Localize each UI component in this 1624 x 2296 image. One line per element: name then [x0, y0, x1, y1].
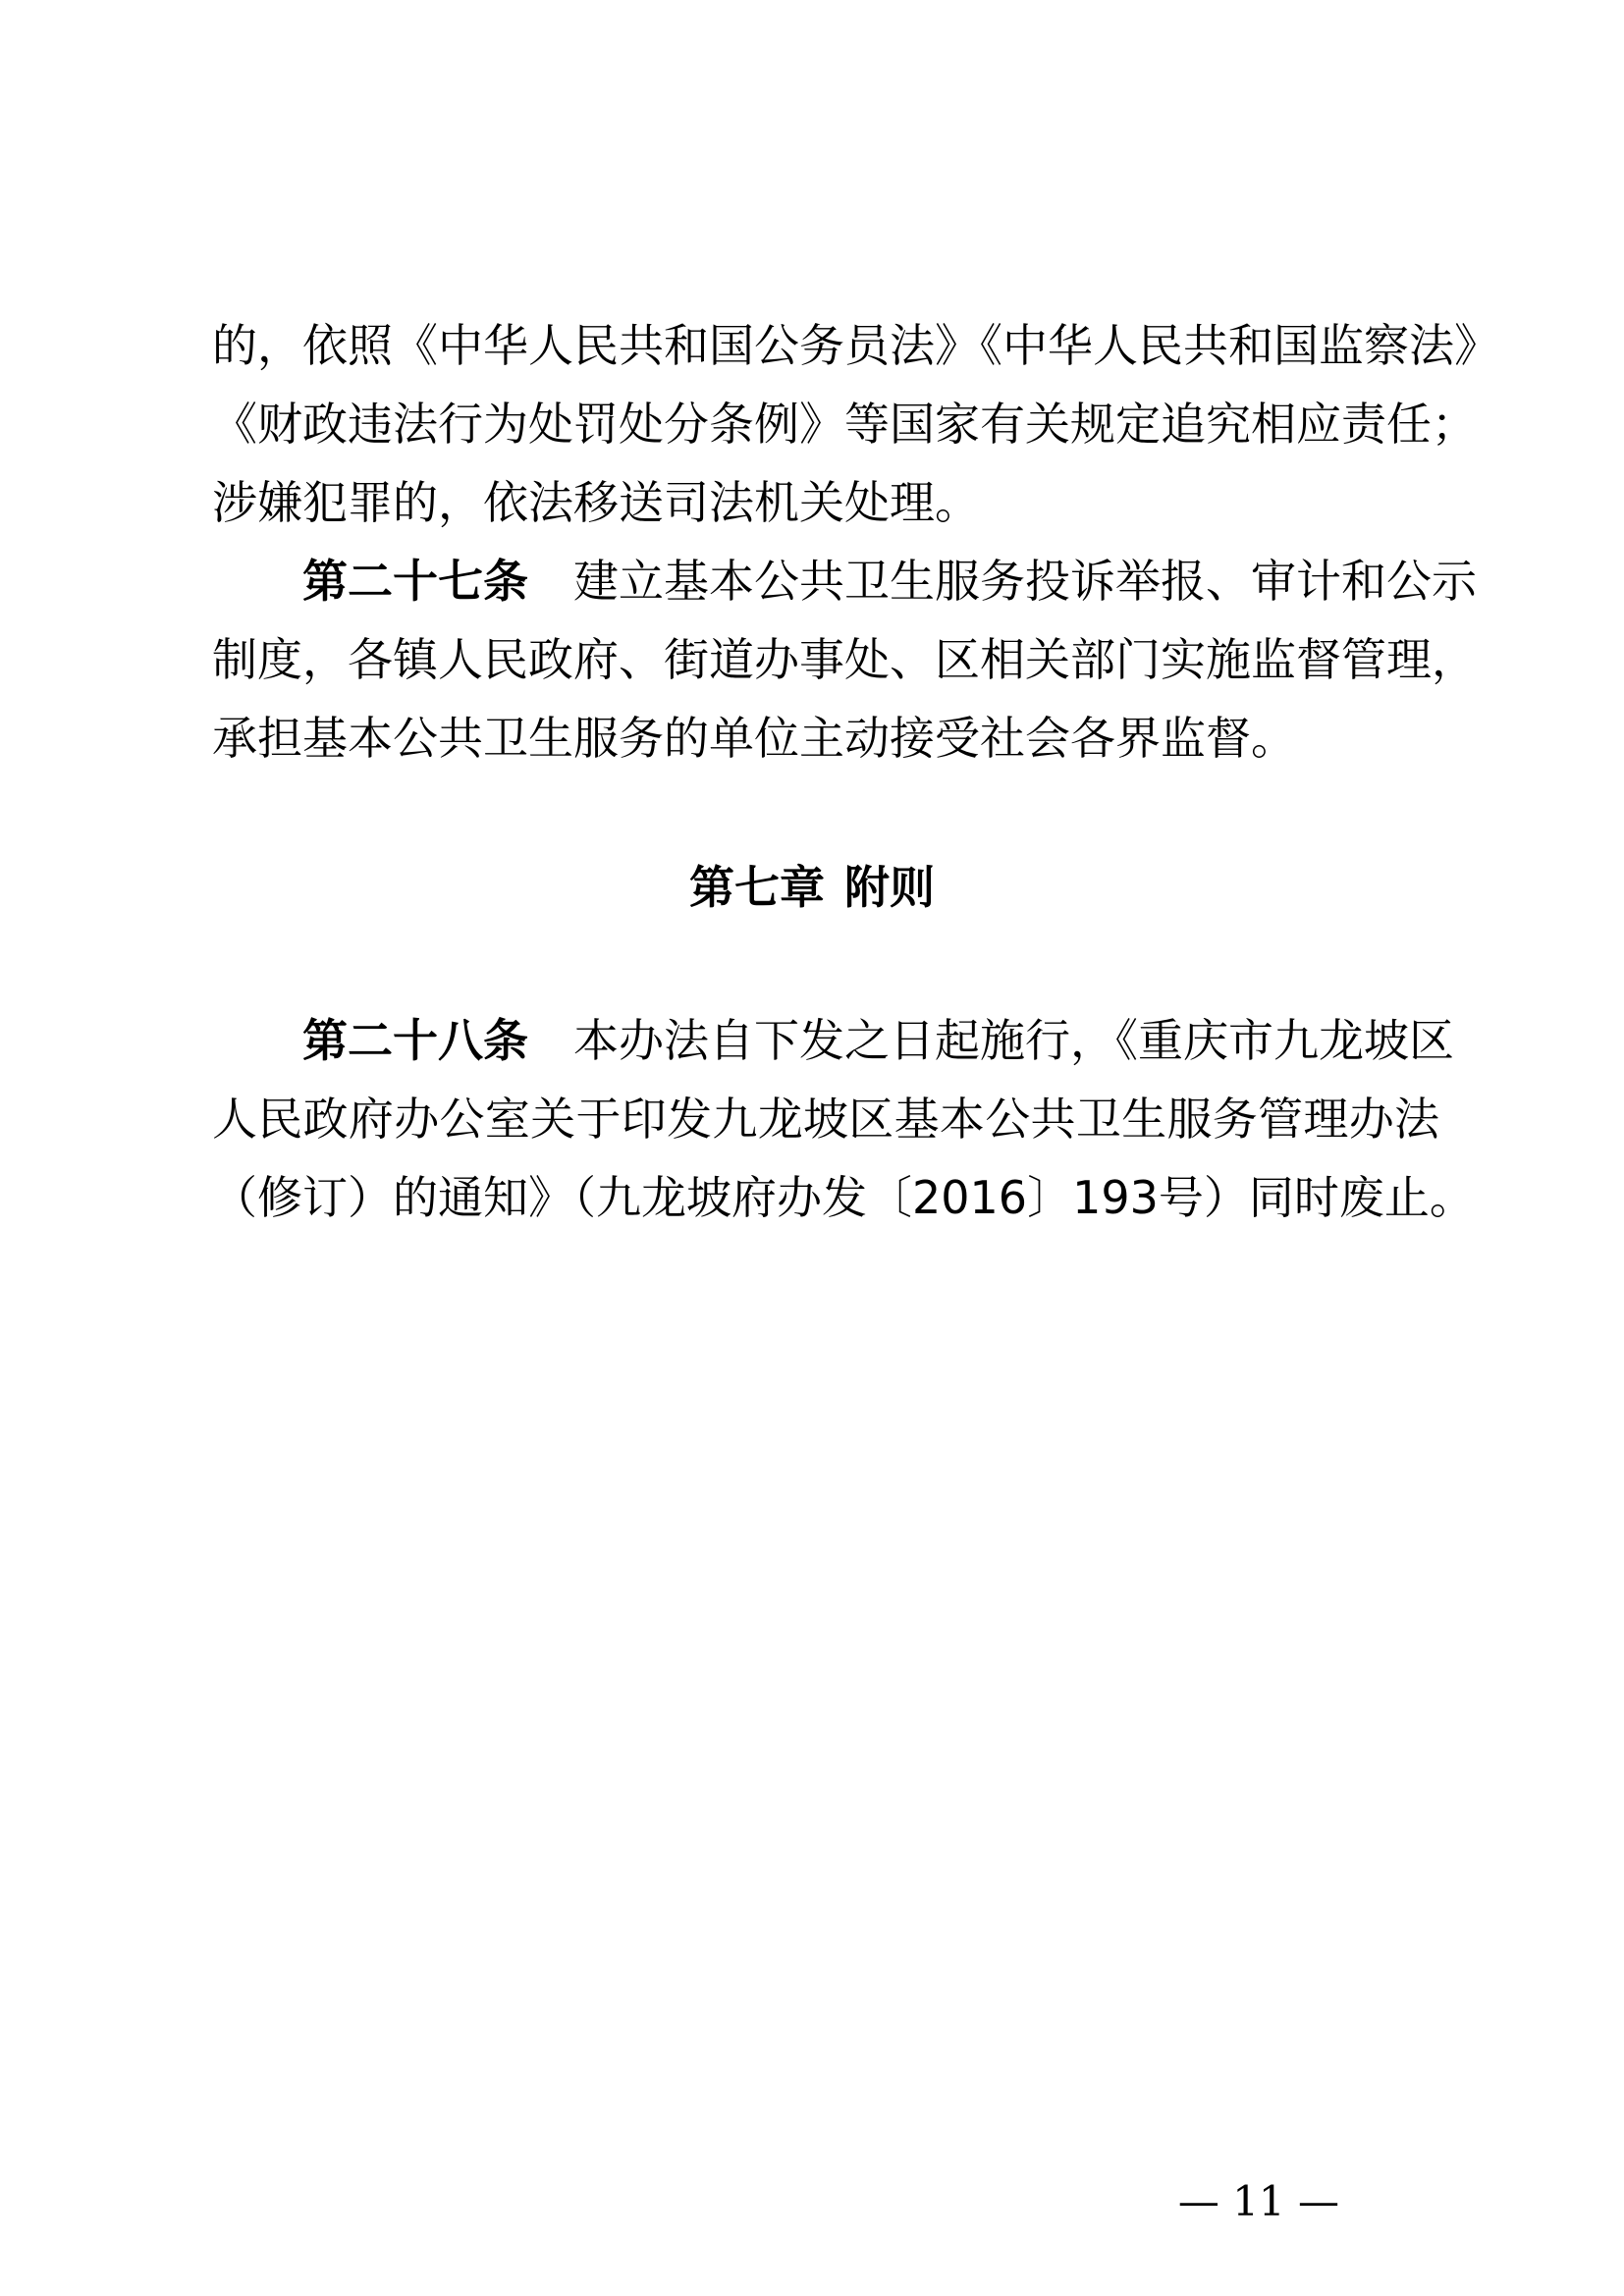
- article-27-line: 承担基本公共卫生服务的单位主动接受社会各界监督。: [212, 712, 1296, 765]
- paragraph-line: 涉嫌犯罪的，依法移送司法机关处理。: [212, 476, 980, 529]
- chapter-title: 附则: [844, 861, 935, 914]
- chapter-number: 第七章: [689, 861, 825, 914]
- paragraph-line: 的，依照《中华人民共和国公务员法》《中华人民共和国监察法》: [212, 319, 1499, 372]
- article-28-text: 本办法自下发之日起施行，《重庆市九龙坡区: [573, 1014, 1454, 1067]
- article-27-text: 建立基本公共卫生服务投诉举报、审计和公示: [573, 555, 1477, 608]
- article-27-first-line: [302, 552, 1477, 611]
- article-28-line: 人民政府办公室关于印发九龙坡区基本公共卫生服务管理办法: [212, 1093, 1439, 1146]
- page-number: — 11 —: [1177, 2177, 1339, 2225]
- chapter-heading: [0, 858, 1624, 917]
- article-27-line: 制度，各镇人民政府、街道办事处、区相关部门实施监督管理，: [212, 633, 1477, 686]
- article-28-first-line: [302, 1011, 1454, 1070]
- paragraph-line: 《财政违法行为处罚处分条例》等国家有关规定追究相应责任；: [212, 398, 1477, 451]
- article-28-line: （修订）的通知》（九龙坡府办发〔2016〕193号）同时废止。: [212, 1171, 1475, 1224]
- article-28-heading: 第二十八条: [302, 1014, 528, 1067]
- article-27-heading: 第二十七条: [302, 555, 528, 608]
